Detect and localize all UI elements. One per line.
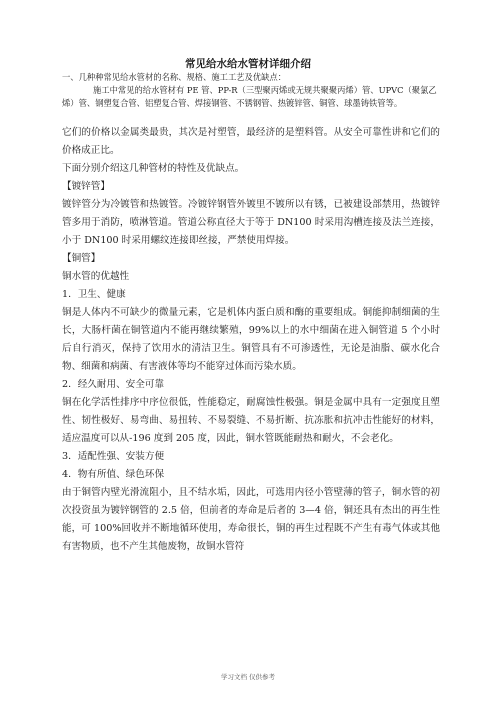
paragraph-price: 它们的价格以金属类最贵，其次是衬塑管，最经济的是塑料管。从安全可靠性讲和它们的价格成正比。 — [62, 127, 440, 156]
list-item-heading: 3．适配性强、安装方便 — [62, 451, 165, 462]
section-heading-copper: 【铜管】 — [62, 253, 101, 264]
page-footer: 学习文档 仅供参考 — [220, 673, 276, 681]
paragraph-intro-types: 下面分别介绍这几种管材的特性及优缺点。 — [62, 163, 245, 174]
paragraph-hygiene: 铜是人体内不可缺少的微量元素，它是机体内蛋白质和酶的重要组成。铜能抑制细菌的生长，大肠杆菌在铜管道内不能再继续繁殖，99%以上的水中细菌在进入铜管道 5 个小时后自行消灭，保持了饮用水的清洁卫生。铜管具有不可渗透性，无论是油脂、碳水化合物、细菌和病菌、有害液体等均不能穿过体而污染水质。 — [62, 307, 440, 372]
list-item-heading: 2．经久耐用、安全可靠 — [62, 379, 165, 390]
intro-heading: 一、几种种常见给水管材的名称、规格、施工工艺及优缺点： — [62, 72, 287, 82]
paragraph-galvanized: 镀锌管分为冷镀管和热镀管。冷镀锌钢管外镀里不镀所以有锈，已被建设部禁用，热镀锌管多用于消防，喷淋管道。管道公称直径大于等于 DN100 时采用沟槽连接及法兰连接，小于 DN100 时采用螺纹连接即丝接，严禁使用焊接。 — [62, 199, 440, 246]
paragraph-value: 由于铜管内壁光滑流阻小，且不结水垢，因此，可选用内径小管壁薄的管子，铜水管的初次投资虽为镀锌钢管的 2.5 倍，但前者的寿命是后者的 3—4 倍，铜还具有杰出的再生性能，可 100%回收并不断地循环使用，寿命很长，铜的再生过程既不产生有毒气体或其他有害物质，也不产生其他废物，故铜水管符 — [62, 487, 440, 552]
intro-section — [62, 71, 440, 110]
document-title: 常见给水给水管材详细介绍 — [185, 58, 311, 70]
list-item-heading: 4．物有所值、绿色环保 — [62, 469, 165, 480]
list-item-heading: 1．卫生、健康 — [62, 289, 126, 300]
subheading-copper-advantages: 铜水管的优越性 — [62, 271, 130, 282]
section-heading-galvanized: 【镀锌管】 — [62, 181, 110, 192]
paragraph-durability: 铜在化学活性排序中序位很低，性能稳定，耐腐蚀性极强。铜是金属中具有一定强度且塑性、韧性极好、易弯曲、易扭转、不易裂缝、不易折断、抗冻胀和抗冲击性能好的材料，适应温度可以从-196 度到 205 度，因此，铜水管既能耐热和耐火，不会老化。 — [62, 397, 440, 444]
intro-body: 施工中常见的给水管材有 PE 管、PP-R（三型聚丙烯或无规共聚聚丙烯）管、UPVC（聚氯乙烯）管、钢塑复合管、铝塑复合管、焊接钢管、不锈钢管、热镀锌管、铜管、球墨铸铁管等。 — [62, 85, 437, 108]
main-content — [62, 124, 440, 556]
